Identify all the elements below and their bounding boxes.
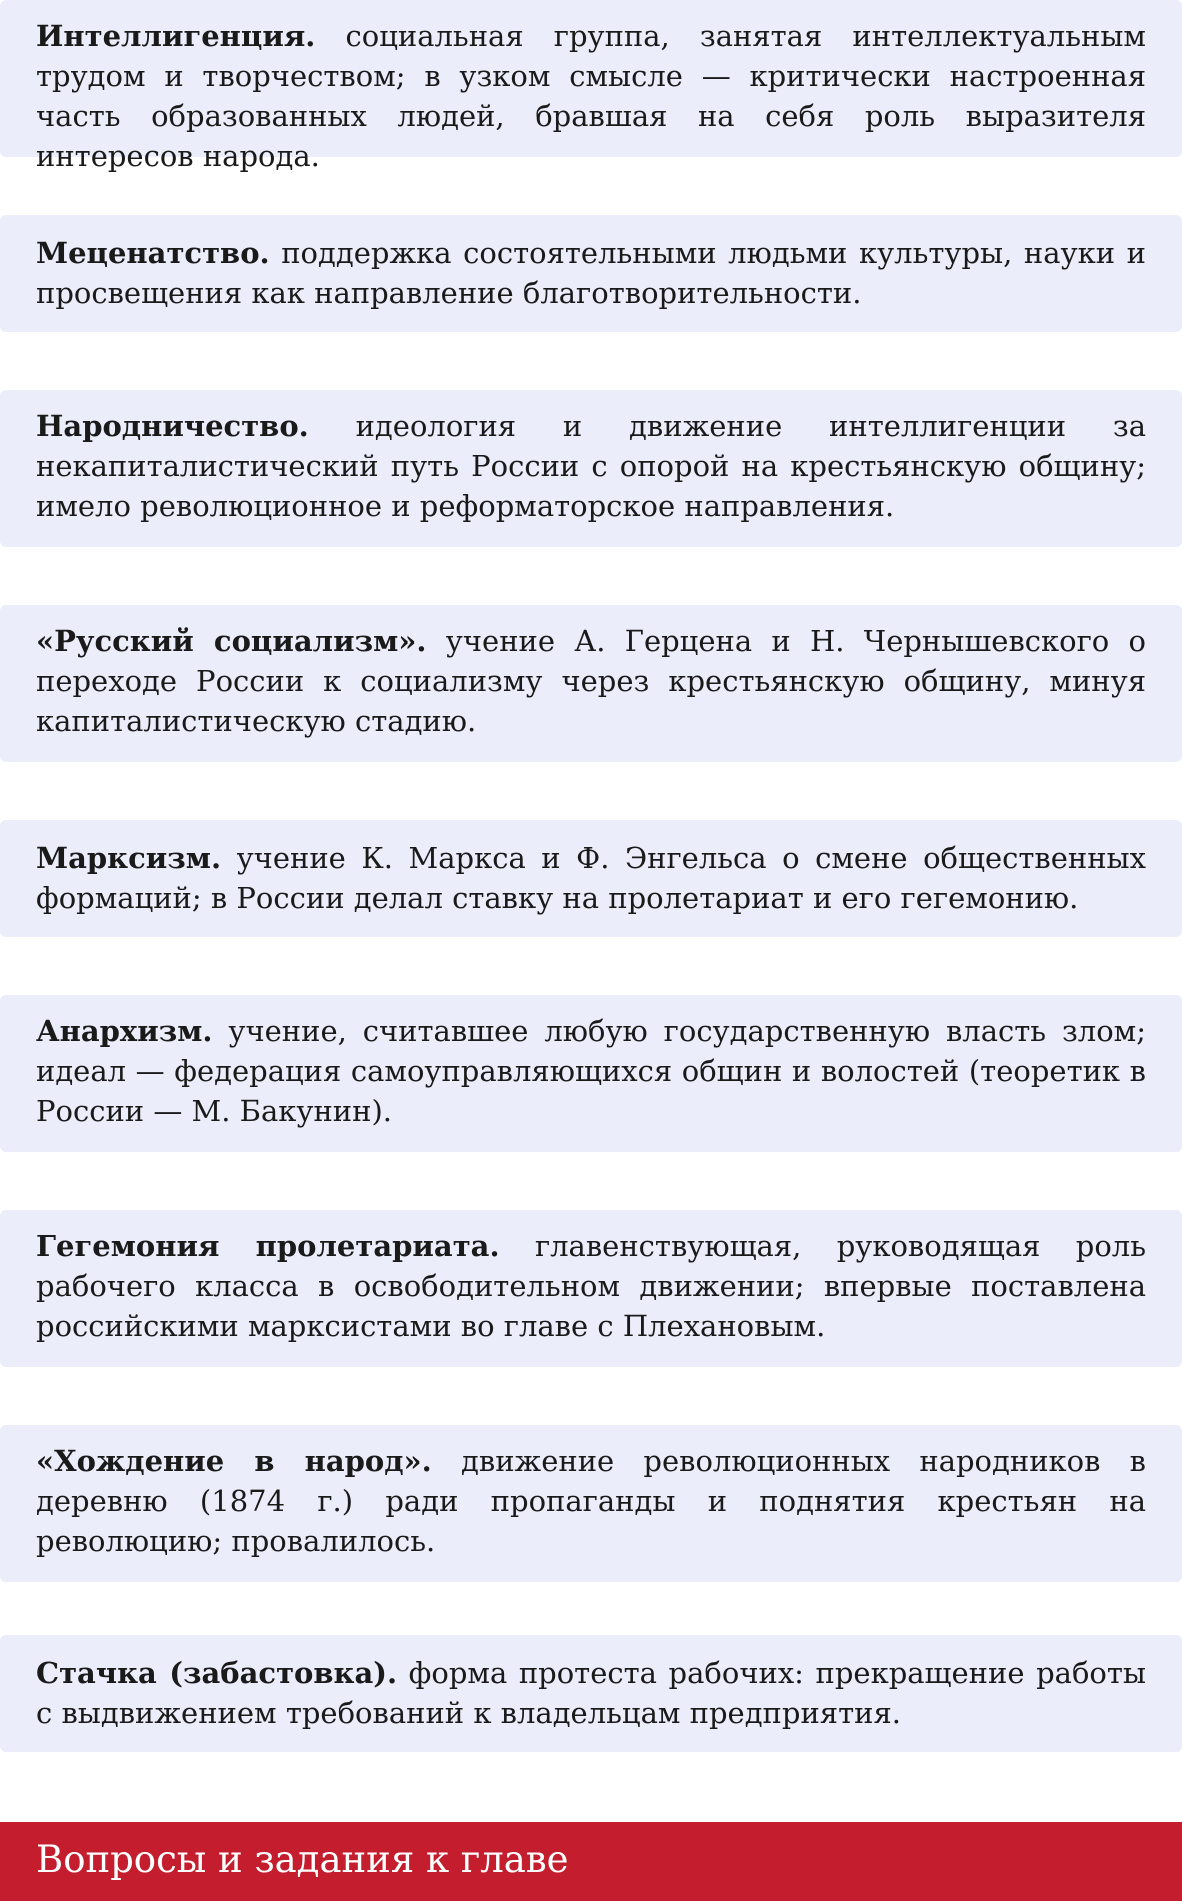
term-entry <box>36 1441 1146 1561</box>
term-definition: движение революционных народников в деревню (1874 г.) ради пропаганды и поднятия крестьян на революцию; провалилось. <box>36 1444 1146 1558</box>
section-header-bar <box>0 1822 1182 1901</box>
term-definition: идеология и движение интеллигенции за некапиталистический путь России с опорой на крестьянскую общину; имело революционное и реформаторское направления. <box>36 409 1146 523</box>
term-title: Меценатство. <box>36 236 270 270</box>
term-card-intelligentsia <box>0 0 1182 173</box>
term-definition: поддержка состоятельными людьми культуры, науки и просвещения как направление благотворительности. <box>36 236 1146 310</box>
term-entry <box>36 406 1146 526</box>
term-card-marxism <box>0 820 1182 937</box>
term-entry <box>36 16 1146 176</box>
term-card-anarchism <box>0 995 1182 1152</box>
term-definition: форма протеста рабочих: прекращение работы с выдвижением требований к владельцам предприятия. <box>36 1656 1146 1730</box>
term-definition: учение К. Маркса и Ф. Энгельса о смене общественных формаций; в России делал ставку на пролетариат и его гегемонию. <box>36 841 1146 915</box>
term-entry <box>36 1653 1146 1733</box>
term-card-hegemony <box>0 1210 1182 1367</box>
term-entry <box>36 838 1146 918</box>
term-entry <box>36 1011 1146 1131</box>
term-title: «Русский социализм». <box>36 624 427 658</box>
term-definition: учение, считавшее любую государственную власть злом; идеал — федерация самоуправляющихся общин и волостей (теоретик в России — М. Бакунин). <box>36 1014 1146 1128</box>
term-entry <box>36 1226 1146 1346</box>
term-definition: главенствующая, руководящая роль рабочего класса в освободительном движении; впервые поставлена российскими марксистами во главе с Плехановым. <box>36 1229 1147 1343</box>
term-card-russian-socialism <box>0 605 1182 762</box>
term-definition: социальная группа, занятая интеллектуальным трудом и творчеством; в узком смысле — критически настроенная часть образованных людей, бравшая на себя роль выразителя интересов народа. <box>36 19 1146 173</box>
term-title: Стачка (забастовка). <box>36 1656 398 1690</box>
term-card-strike <box>0 1635 1182 1752</box>
term-title: Марксизм. <box>36 841 222 875</box>
term-title: «Хождение в народ». <box>36 1444 432 1478</box>
term-card-going-to-people <box>0 1425 1182 1582</box>
term-title: Гегемония пролетариата. <box>36 1229 500 1263</box>
term-card-populism <box>0 390 1182 547</box>
term-title: Анархизм. <box>36 1014 213 1048</box>
term-definition: учение А. Герцена и Н. Чернышевского о переходе России к социализму через крестьянскую общину, минуя капиталистическую стадию. <box>36 624 1146 738</box>
term-card-patronage <box>0 215 1182 332</box>
term-entry <box>36 621 1146 741</box>
term-title: Интеллигенция. <box>36 19 316 53</box>
section-title: Вопросы и задания к главе <box>36 1838 569 1881</box>
term-entry <box>36 233 1146 313</box>
term-title: Народничество. <box>36 409 309 443</box>
